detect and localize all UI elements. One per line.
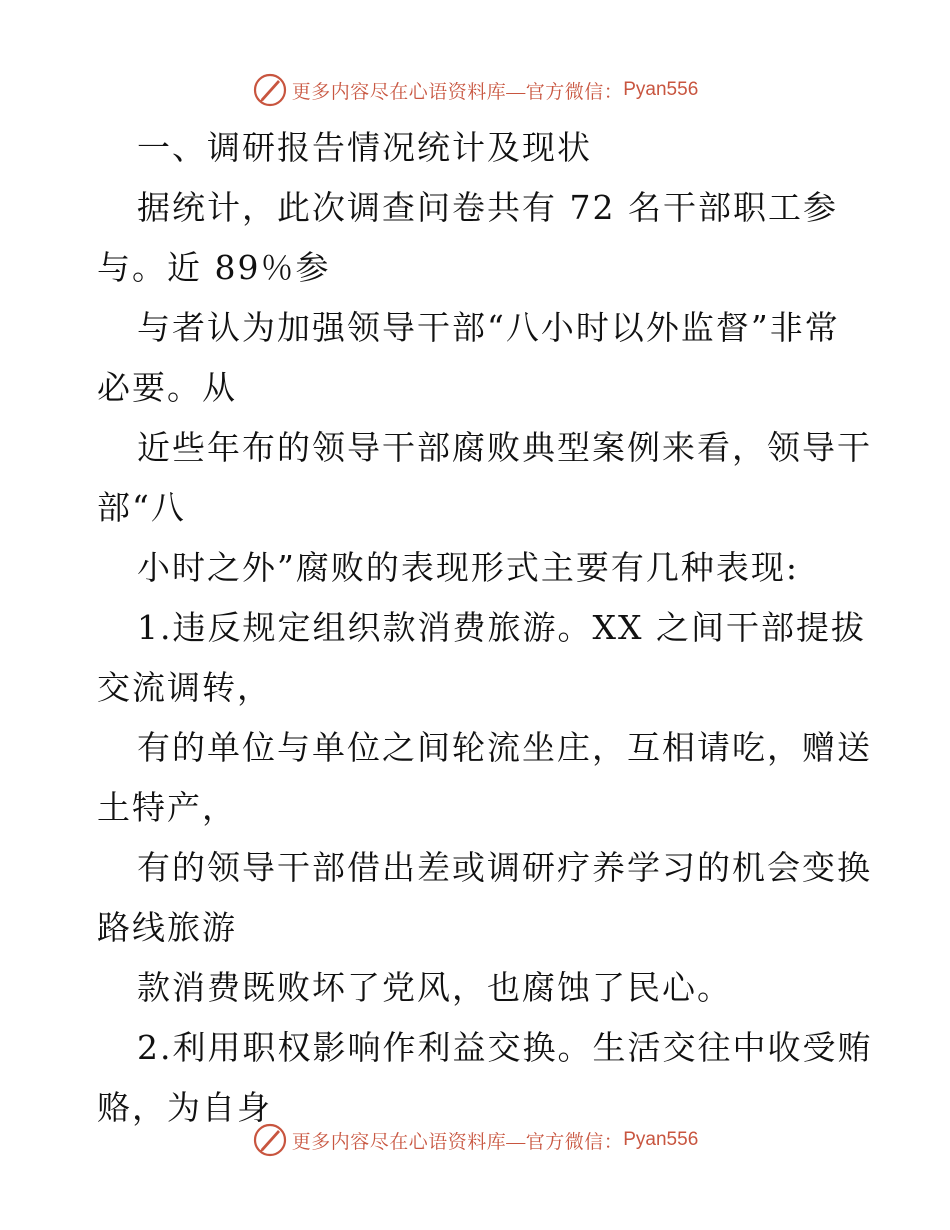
quill-logo-icon <box>252 1122 288 1158</box>
document-body <box>97 118 873 1138</box>
text-line: 据统计，此次调查问卷共有 72 名干部职工参 <box>137 188 838 227</box>
text-line: 小时之外”腐败的表现形式主要有几种表现: <box>137 548 799 587</box>
text-line: 必要。从 <box>97 368 237 407</box>
text-line: 与。近 89％参 <box>97 248 331 287</box>
text-line: 款消费既败坏了党风，也腐蚀了民心。 <box>137 968 732 1007</box>
header-watermark <box>0 70 950 110</box>
text-line: 1.违反规定组织款消费旅游。XX 之间干部提拔 <box>137 608 866 647</box>
text-line: 有的单位与单位之间轮流坐庄，互相请吃，赠送 <box>137 728 872 767</box>
watermark-wechat-id: Pyan556 <box>623 1129 699 1150</box>
text-line: 与者认为加强领导干部“八小时以外监督”非常 <box>137 308 840 347</box>
quill-logo-icon <box>252 72 288 108</box>
text-line: 近些年布的领导干部腐败典型案例来看，领导干 <box>137 428 872 467</box>
text-line: 路线旅游 <box>97 908 237 947</box>
watermark-text: 更多内容尽在心语资料库—官方微信： <box>291 81 624 103</box>
text-line: 土特产， <box>97 788 237 827</box>
watermark-text: 更多内容尽在心语资料库—官方微信： <box>291 1131 624 1153</box>
text-line: 部“八 <box>97 488 186 527</box>
text-line: 一、调研报告情况统计及现状 <box>137 128 592 167</box>
text-line: 赂，为自身 <box>97 1088 272 1127</box>
watermark-wechat-id: Pyan556 <box>623 79 699 100</box>
text-line: 交流调转， <box>97 668 272 707</box>
text-line: 2.利用职权影响作利益交换。生活交往中收受贿 <box>137 1028 873 1067</box>
footer-watermark <box>0 1120 950 1160</box>
text-line: 有的领导干部借出差或调研疗养学习的机会变换 <box>137 848 872 887</box>
